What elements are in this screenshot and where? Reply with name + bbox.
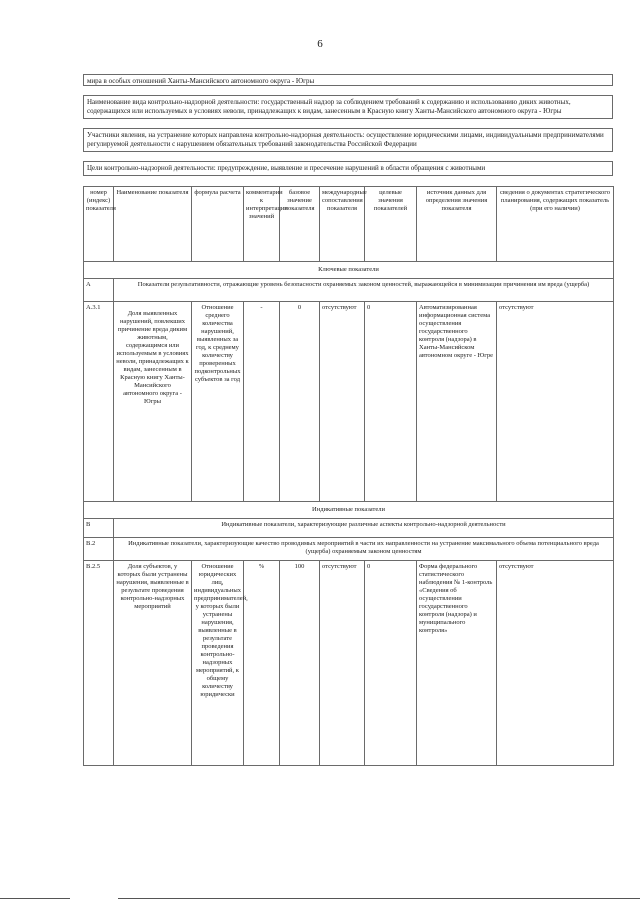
group-text: Показатели результативности, отражающие уровень безопасности охраняемых законом ценностей, выражающейся в минимизации причинения им вреда (ущерба) — [114, 279, 614, 302]
row-base: 100 — [280, 561, 320, 766]
table-row — [84, 302, 614, 502]
group-text: Индикативные показатели, характеризующие качество проводимых мероприятий в части их направленности на устранение максимального объема потенциального вреда (ущерба) охраняемым законом ценностям — [114, 538, 614, 561]
table-row — [84, 561, 614, 766]
header-cell: Наименование показателя — [114, 187, 192, 262]
section-row-key — [84, 262, 614, 279]
row-source: Автоматизированная информационная система осуществления государственного контроля (надзора) в Ханты-Мансийском автономном округе - Югре — [417, 302, 497, 502]
row-formula: Отношение среднего количества нарушений, выявленных за год, к среднему количеству проверенных подконтрольных субъектов за год — [192, 302, 244, 502]
group-text: Индикативные показатели, характеризующие различные аспекты контрольно-надзорной деятельности — [114, 519, 614, 538]
row-index: А.3.1 — [84, 302, 114, 502]
group-index: В.2 — [84, 538, 114, 561]
row-comment: - — [244, 302, 280, 502]
group-row-b2 — [84, 538, 614, 561]
row-base: 0 — [280, 302, 320, 502]
document-body — [83, 74, 613, 766]
row-index: В.2.5 — [84, 561, 114, 766]
header-cell: формула расчета — [192, 187, 244, 262]
row-docs: отсутствуют — [497, 302, 614, 502]
header-cell: сведения о документах стратегического планирования, содержащих показатель (при его наличии) — [497, 187, 614, 262]
participants: Участники явления, на устранение которых направлена контрольно-надзорная деятельность: осуществление юридическими лицами, индивидуальными предпринимателями регулируемой деятельности с нарушением обязательных требований законодательства Российской Федерации — [83, 128, 613, 152]
page-number: 6 — [317, 38, 323, 50]
group-row-b — [84, 519, 614, 538]
group-index: В — [84, 519, 114, 538]
row-target: 0 — [365, 561, 417, 766]
section-title-key: Ключевые показатели — [84, 262, 614, 279]
section-title-indicative: Индикативные показатели — [84, 502, 614, 519]
row-name: Доля выявленных нарушений, повлекших причинение вреда диким животным, содержащимся или используемым в условиях неволи, принадлежащих к видам, занесенным в Красную книгу Ханты-Мансийского автономного округа - Югры — [114, 302, 192, 502]
row-formula: Отношение юридических лиц, индивидуальных предпринимателей, у которых были устранены нарушения, выявленные в результате проведения контрольно-надзорных мероприятий, к общему количеству юридически — [192, 561, 244, 766]
row-intl: отсутствуют — [320, 302, 365, 502]
goals: Цели контрольно-надзорной деятельности: предупреждение, выявление и пресечение нарушений в области обращения с животными — [83, 161, 613, 176]
row-intl: отсутствуют — [320, 561, 365, 766]
group-index: А — [84, 279, 114, 302]
row-comment: % — [244, 561, 280, 766]
section-row-indicative — [84, 502, 614, 519]
row-source: Форма федерального статистического наблюдения № 1-контроль «Сведения об осуществлении государственного контроля (надзора) и муниципального контроля» — [417, 561, 497, 766]
table-header-row — [84, 187, 614, 262]
header-cell: базовое значение показателя — [280, 187, 320, 262]
group-row-a — [84, 279, 614, 302]
header-cell: номер (индекс) показателя — [84, 187, 114, 262]
bottom-rule — [0, 898, 640, 899]
kind-of-control: Наименование вида контрольно-надзорной деятельности: государственный надзор за соблюдением требований к содержанию и использованию диких животных, содержащихся или используемых в условиях неволи, принадлежащих к видам, занесенным в Красную книгу Ханты-Мансийского автономного округа - Югры — [83, 95, 613, 119]
row-target: 0 — [365, 302, 417, 502]
intro-line-top: мира в особых отношений Ханты-Мансийского автономного округа - Югры — [83, 74, 613, 86]
indicators-table — [83, 186, 614, 766]
row-docs: отсутствуют — [497, 561, 614, 766]
bottom-line-left — [0, 898, 70, 899]
bottom-line-right — [118, 898, 640, 899]
header-cell: источник данных для определения значения показателя — [417, 187, 497, 262]
header-cell: комментарии к интерпретации значений — [244, 187, 280, 262]
row-name: Доля субъектов, у которых были устранены нарушения, выявленные в результате проведения контрольно-надзорных мероприятий — [114, 561, 192, 766]
header-cell: целевые значения показателей — [365, 187, 417, 262]
header-cell: международные сопоставления показателя — [320, 187, 365, 262]
